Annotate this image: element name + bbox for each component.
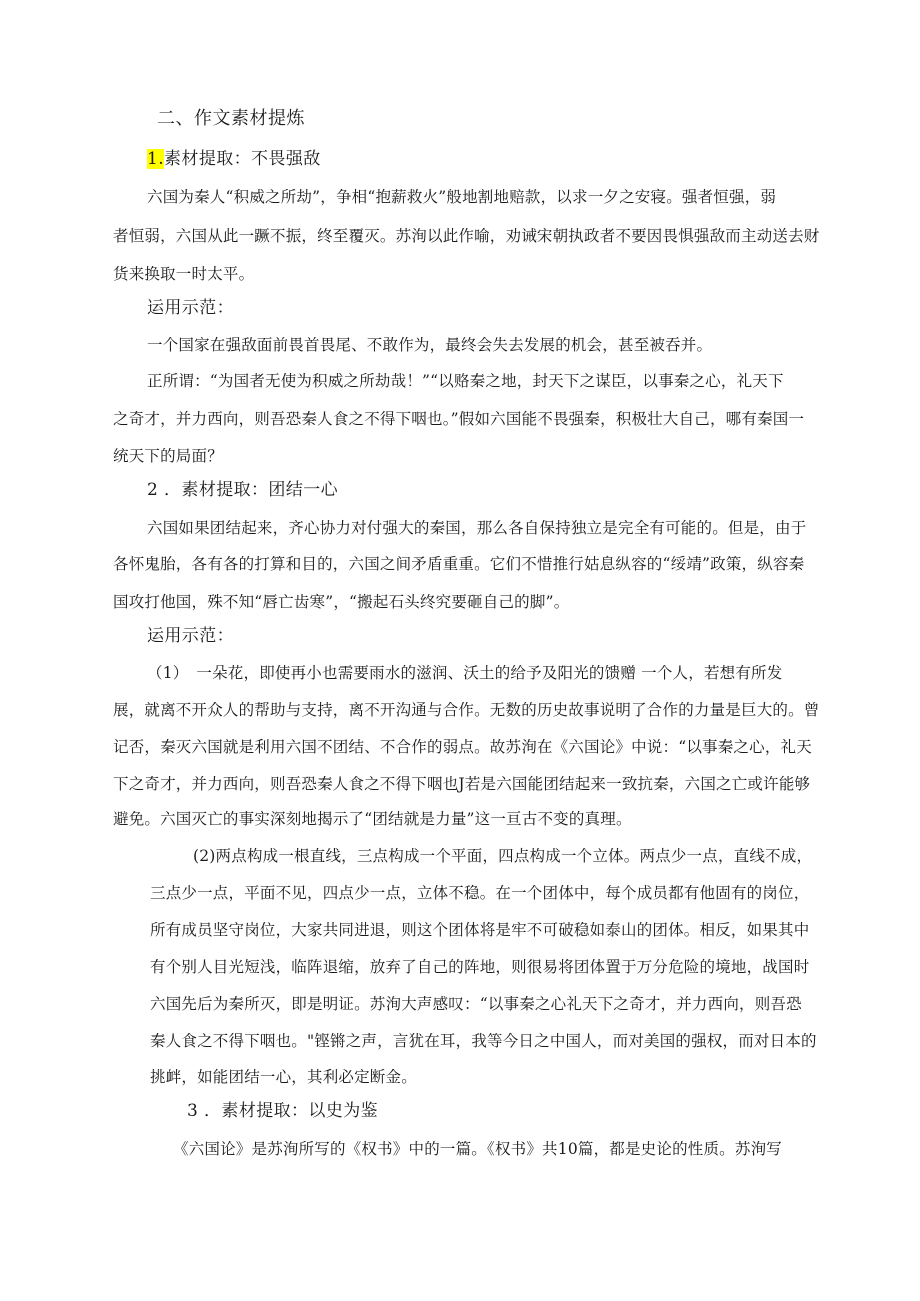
s2-example2-line: 挑衅，如能团结一心，其利必定断金。 [150, 1068, 417, 1086]
s2-example2-line: 所有成员坚守岗位，大家共同进退，则这个团体将是牢不可破稳如泰山的团体。相反，如果其中 [150, 921, 810, 939]
s2-heading: 2 ．素材提取：团结一心 [147, 480, 339, 500]
s1-title: 素材提取：不畏强敌 [164, 149, 321, 169]
s1-number: 1. [147, 149, 165, 169]
s2-example2-line: 三点少一点，平面不见，四点少一点，立体不稳。在一个团体中，每个成员都有他固有的岗位， [150, 884, 810, 902]
s2-example1-line: 展，就离不开众人的帮助与支持，离不开沟通与合作。无数的历史故事说明了合作的力量是巨大的。曾 [113, 701, 820, 719]
s2-example2-line: 六国先后为秦所灭，即是明证。苏洵大声感叹：“以事秦之心礼天下之奇才，并力西向，则吾恐 [150, 995, 802, 1013]
s1-example-line: 之奇才，并力西向，则吾恐秦人食之不得下咽也。”假如六国能不畏强秦，积极壮大自己，哪有秦国一 [113, 410, 805, 428]
s2-example1-line: 记否，秦灭六国就是利用六国不团结、不合作的弱点。故苏洵在《六国论》中说：“以事秦之心，礼天 [113, 738, 812, 756]
s2-example2-line: (2)两点构成一根直线，三点构成一个平面，四点构成一个立体。两点少一点，直线不成， [193, 847, 813, 865]
s2-para-line: 六国如果团结起来，齐心协力对付强大的秦国，那么各自保持独立是完全有可能的。但是，由于 [147, 519, 807, 537]
s3-para-line: 《六国论》是苏洵所写的《权书》中的一篇。《权书》共10篇，都是史论的性质。苏洵写 [173, 1140, 782, 1158]
section-title: 二、作文素材提炼 [157, 108, 305, 129]
s1-para-line: 货来换取一时太平。 [113, 265, 255, 283]
s1-para-line: 六国为秦人“积威之所劫”，争相“抱薪救火”般地割地赔款，以求一夕之安寝。强者恒强，弱 [147, 188, 777, 206]
s1-example-line: 正所谓：“为国者无使为积威之所劫哉！”“以赂秦之地，封天下之谋臣，以事秦之心，礼天下 [147, 372, 784, 390]
s2-para-line: 各怀鬼胎，各有各的打算和目的，六国之间矛盾重重。它们不惜推行姑息纵容的“绥靖”政策，纵容秦 [113, 555, 805, 573]
s2-example1-line: 避免。六国灭亡的事实深刻地揭示了“团结就是力量”这一亘古不变的真理。 [113, 810, 632, 828]
s2-usage-label: 运用示范： [147, 626, 234, 646]
s1-example-line: 一个国家在强敌面前畏首畏尾、不敢作为，最终会失去发展的机会，甚至被吞并。 [147, 336, 713, 354]
s2-example2-line: 秦人食之不得下咽也。"铿锵之声，言犹在耳，我等今日之中国人，而对美国的强权，而对日本的 [150, 1032, 817, 1050]
s2-example1-line: 下之奇才，并力西向，则吾恐秦人食之不得下咽也J若是六国能团结起来一致抗秦，六国之亡或许能够 [113, 775, 811, 793]
s1-usage-label: 运用示范： [147, 298, 234, 318]
s1-heading [147, 148, 321, 170]
s2-example1-line: （1） 一朵花，即使再小也需要雨水的滋润、沃土的给予及阳光的馈赠 一个人，若想有所发 [147, 664, 783, 682]
s2-para-line: 国攻打他国，殊不知“唇亡齿寒”，“搬起石头终究要砸自己的脚”。 [113, 593, 570, 611]
s1-example-line: 统天下的局面？ [113, 447, 223, 465]
s3-heading: 3 ．素材提取：以史为鉴 [187, 1101, 379, 1121]
s1-para-line: 者恒弱，六国从此一蹶不振，终至覆灭。苏洵以此作喻，劝诫宋朝执政者不要因畏惧强敌而主动送去财 [113, 227, 820, 245]
s2-example2-line: 有个别人目光短浅，临阵退缩，放弃了自己的阵地，则很易将团体置于万分危险的境地，战国时 [150, 958, 810, 976]
